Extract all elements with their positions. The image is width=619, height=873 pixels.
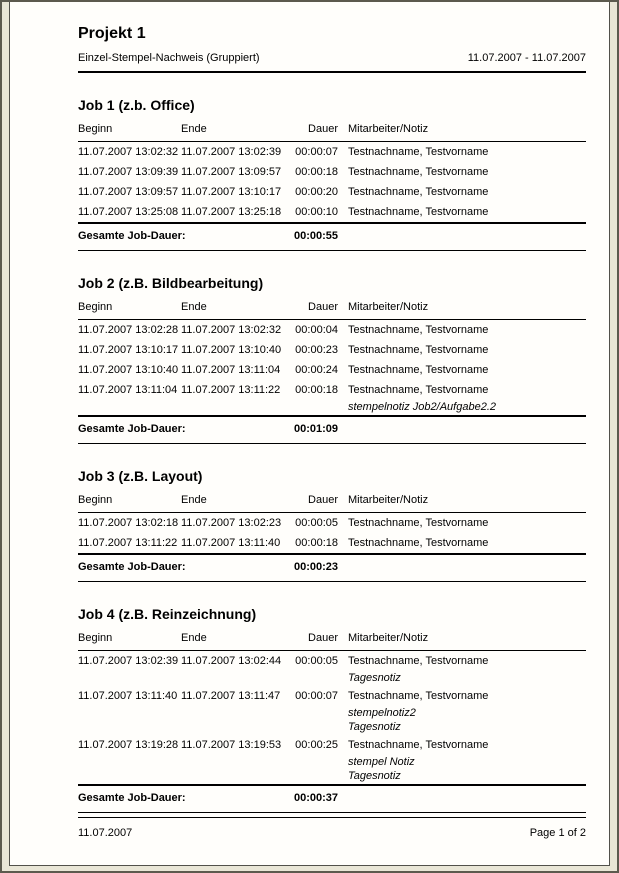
stamp-duration: 00:00:07 <box>295 690 338 702</box>
stamp-row <box>78 202 586 223</box>
stamp-duration: 00:00:05 <box>295 517 338 529</box>
employee-name: Testnachname, Testvorname <box>348 186 489 198</box>
employee-name: Testnachname, Testvorname <box>348 690 489 702</box>
stamp-end-time: 11.07.2007 13:10:17 <box>181 186 282 198</box>
job-title: Job 2 (z.B. Bildbearbeitung) <box>78 275 264 291</box>
stamp-table <box>78 491 586 582</box>
report-header <box>78 24 586 73</box>
stamp-employee-cell <box>338 735 586 785</box>
stamp-duration: 00:00:10 <box>295 206 338 218</box>
stamp-note: Tagesnotiz <box>348 672 401 684</box>
stamp-end-time: 11.07.2007 13:11:04 <box>181 364 281 376</box>
stamp-employee-cell <box>338 202 586 223</box>
column-header-mitarbeiter-notiz: Mitarbeiter/Notiz <box>338 629 586 651</box>
employee-name: Testnachname, Testvorname <box>348 655 489 667</box>
job-total-row <box>78 785 586 813</box>
stamp-end-time: 11.07.2007 13:02:32 <box>181 324 282 336</box>
report-subtitle-row <box>78 52 586 73</box>
employee-name: Testnachname, Testvorname <box>348 166 489 178</box>
footer-page-number: Page 1 of 2 <box>529 827 586 839</box>
column-header-mitarbeiter-notiz: Mitarbeiter/Notiz <box>338 491 586 513</box>
stamp-note: Tagesnotiz <box>348 721 401 733</box>
employee-name: Testnachname, Testvorname <box>348 344 489 356</box>
stamp-end-time: 11.07.2007 13:11:22 <box>181 384 281 396</box>
column-header-mitarbeiter-notiz: Mitarbeiter/Notiz <box>338 298 586 320</box>
page-footer <box>78 817 586 839</box>
table-header-row <box>78 629 586 651</box>
stamp-duration: 00:00:04 <box>295 324 338 336</box>
stamp-duration: 00:00:18 <box>295 166 338 178</box>
stamp-table <box>78 629 586 813</box>
employee-name: Testnachname, Testvorname <box>348 324 489 336</box>
stamp-end-time: 11.07.2007 13:11:40 <box>181 537 281 549</box>
job-total-label: Gesamte Job-Dauer: <box>78 785 288 813</box>
employee-name: Testnachname, Testvorname <box>348 517 489 529</box>
stamp-begin-time: 11.07.2007 13:02:39 <box>78 655 179 667</box>
table-header-row <box>78 120 586 142</box>
report-date-range: 11.07.2007 - 11.07.2007 <box>467 52 586 64</box>
column-header-dauer: Dauer <box>288 120 338 142</box>
job-title: Job 3 (z.B. Layout) <box>78 468 203 484</box>
stamp-table <box>78 298 586 444</box>
stamp-row <box>78 142 586 163</box>
stamp-note: stempelnotiz Job2/Aufgabe2.2 <box>348 401 496 413</box>
column-header-ende: Ende <box>181 629 288 651</box>
stamp-duration: 00:00:20 <box>295 186 338 198</box>
stamp-employee-cell <box>338 162 586 182</box>
job-section <box>78 97 586 251</box>
column-header-beginn: Beginn <box>78 629 181 651</box>
employee-name: Testnachname, Testvorname <box>348 384 489 396</box>
stamp-row <box>78 360 586 380</box>
job-section <box>78 606 586 813</box>
stamp-employee-cell <box>338 651 586 687</box>
stamp-begin-time: 11.07.2007 13:02:28 <box>78 324 179 336</box>
employee-name: Testnachname, Testvorname <box>348 146 489 158</box>
stamp-duration: 00:00:18 <box>295 537 338 549</box>
stamp-begin-time: 11.07.2007 13:25:08 <box>78 206 179 218</box>
stamp-duration: 00:00:05 <box>295 655 338 667</box>
stamp-row <box>78 182 586 202</box>
stamp-employee-cell <box>338 340 586 360</box>
stamp-end-time: 11.07.2007 13:02:39 <box>181 146 282 158</box>
stamp-row <box>78 735 586 785</box>
stamp-employee-cell <box>338 142 586 163</box>
job-total-label: Gesamte Job-Dauer: <box>78 223 288 251</box>
stamp-end-time: 11.07.2007 13:10:40 <box>181 344 282 356</box>
stamp-begin-time: 11.07.2007 13:09:57 <box>78 186 179 198</box>
stamp-note: Tagesnotiz <box>348 770 401 782</box>
job-section <box>78 468 586 582</box>
column-header-ende: Ende <box>181 491 288 513</box>
job-total-row <box>78 223 586 251</box>
stamp-row <box>78 651 586 687</box>
stamp-duration: 00:00:23 <box>295 344 338 356</box>
stamp-row <box>78 320 586 341</box>
stamp-row <box>78 380 586 416</box>
stamp-row <box>78 162 586 182</box>
stamp-begin-time: 11.07.2007 13:02:18 <box>78 517 179 529</box>
job-total-row <box>78 554 586 582</box>
footer-date: 11.07.2007 <box>78 827 133 839</box>
employee-name: Testnachname, Testvorname <box>348 537 489 549</box>
stamp-begin-time: 11.07.2007 13:09:39 <box>78 166 179 178</box>
stamp-table <box>78 120 586 251</box>
column-header-dauer: Dauer <box>288 491 338 513</box>
stamp-begin-time: 11.07.2007 13:10:40 <box>78 364 179 376</box>
job-total-row <box>78 416 586 444</box>
stamp-employee-cell <box>338 360 586 380</box>
column-header-ende: Ende <box>181 120 288 142</box>
job-total-duration: 00:00:23 <box>288 554 338 582</box>
job-title: Job 1 (z.b. Office) <box>78 97 195 113</box>
table-header-row <box>78 491 586 513</box>
stamp-end-time: 11.07.2007 13:02:23 <box>181 517 282 529</box>
stamp-duration: 00:00:25 <box>295 739 338 751</box>
job-total-duration: 00:00:37 <box>288 785 338 813</box>
job-title: Job 4 (z.B. Reinzeichnung) <box>78 606 257 622</box>
stamp-end-time: 11.07.2007 13:11:47 <box>181 690 281 702</box>
stamp-row <box>78 340 586 360</box>
stamp-employee-cell <box>338 182 586 202</box>
employee-name: Testnachname, Testvorname <box>348 739 489 751</box>
stamp-duration: 00:00:07 <box>295 146 338 158</box>
report-content <box>10 2 609 813</box>
column-header-mitarbeiter-notiz: Mitarbeiter/Notiz <box>338 120 586 142</box>
stamp-end-time: 11.07.2007 13:25:18 <box>181 206 282 218</box>
stamp-begin-time: 11.07.2007 13:10:17 <box>78 344 179 356</box>
job-sections <box>78 97 586 813</box>
stamp-row <box>78 533 586 554</box>
stamp-end-time: 11.07.2007 13:02:44 <box>181 655 282 667</box>
column-header-ende: Ende <box>181 298 288 320</box>
stamp-employee-cell <box>338 513 586 534</box>
column-header-beginn: Beginn <box>78 298 181 320</box>
stamp-begin-time: 11.07.2007 13:02:32 <box>78 146 179 158</box>
column-header-dauer: Dauer <box>288 298 338 320</box>
stamp-employee-cell <box>338 533 586 554</box>
column-header-dauer: Dauer <box>288 629 338 651</box>
table-header-row <box>78 298 586 320</box>
page-title: Projekt 1 <box>78 25 146 42</box>
stamp-begin-time: 11.07.2007 13:19:28 <box>78 739 179 751</box>
employee-name: Testnachname, Testvorname <box>348 364 489 376</box>
stamp-employee-cell <box>338 686 586 735</box>
stamp-begin-time: 11.07.2007 13:11:40 <box>78 690 178 702</box>
job-total-duration: 00:01:09 <box>288 416 338 444</box>
stamp-duration: 00:00:18 <box>295 384 338 396</box>
stamp-end-time: 11.07.2007 13:09:57 <box>181 166 282 178</box>
column-header-beginn: Beginn <box>78 120 181 142</box>
stamp-note: stempel Notiz <box>348 756 415 768</box>
stamp-duration: 00:00:24 <box>295 364 338 376</box>
job-total-duration: 00:00:55 <box>288 223 338 251</box>
stamp-row <box>78 513 586 534</box>
stamp-begin-time: 11.07.2007 13:11:04 <box>78 384 178 396</box>
job-total-label: Gesamte Job-Dauer: <box>78 416 288 444</box>
stamp-row <box>78 686 586 735</box>
job-section <box>78 275 586 444</box>
stamp-end-time: 11.07.2007 13:19:53 <box>181 739 282 751</box>
column-header-beginn: Beginn <box>78 491 181 513</box>
employee-name: Testnachname, Testvorname <box>348 206 489 218</box>
stamp-note: stempelnotiz2 <box>348 707 416 719</box>
report-page <box>9 1 610 866</box>
stamp-employee-cell <box>338 380 586 416</box>
report-subtitle: Einzel-Stempel-Nachweis (Gruppiert) <box>78 52 260 64</box>
job-total-label: Gesamte Job-Dauer: <box>78 554 288 582</box>
stamp-begin-time: 11.07.2007 13:11:22 <box>78 537 178 549</box>
stamp-employee-cell <box>338 320 586 341</box>
